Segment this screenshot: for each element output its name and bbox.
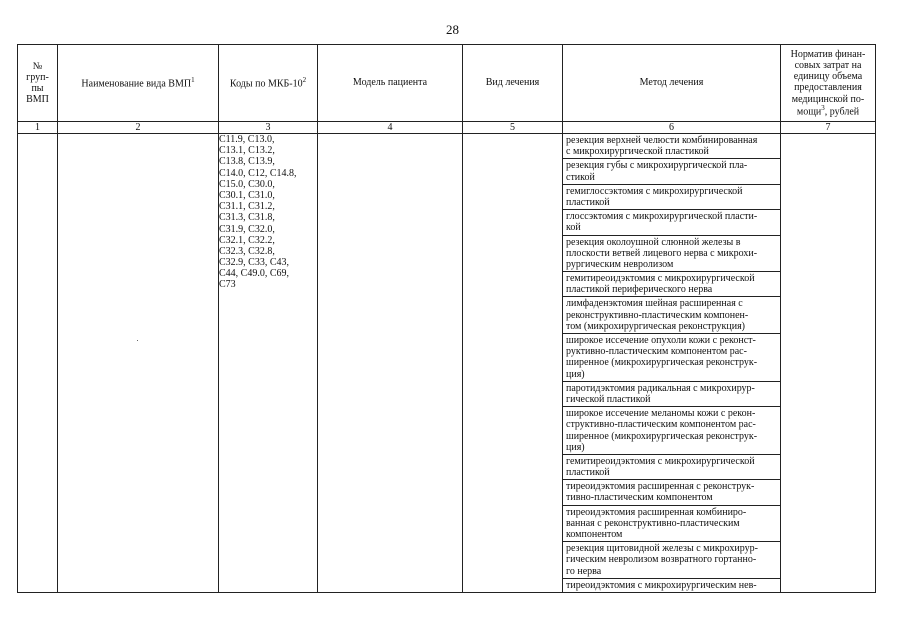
method-item: резекция щитовидной железы с микрохирур- гическим невролизом возвратного гортанно- го нерва <box>563 542 780 579</box>
icd-code-line: C13.8, C13.9, <box>219 156 275 168</box>
icd-code-line: C31.9, C32.0, <box>219 223 275 235</box>
treatment-type-cell <box>463 134 563 593</box>
column-number: 2 <box>58 122 219 134</box>
method-item: гемитиреоидэктомия с микрохирургической пластикой <box>563 455 780 480</box>
icd-codes-cell <box>219 134 318 593</box>
column-number: 3 <box>219 122 318 134</box>
method-item: широкое иссечение опухоли кожи с реконст- руктивно-пластическим компонентом рас- ширенное (микрохирургическая реконструк- ция) <box>563 334 780 382</box>
header-vmp-name: Наименование вида ВМП$^1$ <box>58 45 219 122</box>
icd-code-line: C15.0, C30.0, <box>219 178 275 190</box>
icd-code-line: C32.1, C32.2, <box>219 234 275 246</box>
page-number: 28 <box>446 22 459 37</box>
vmp-name-cell <box>58 134 219 593</box>
header-treatment-method: Метод лечения <box>563 45 781 122</box>
method-item: паротидэктомия радикальная с микрохирур- гической пластикой <box>563 382 780 407</box>
icd-code-line: C14.0, C12, C14.8, <box>219 167 297 179</box>
vmp-table <box>17 44 876 593</box>
method-item: гемиглоссэктомия с микрохирургической пластикой <box>563 185 780 210</box>
icd-code-line: C44, C49.0, C69, <box>219 268 290 280</box>
treatment-methods-cell <box>563 134 781 593</box>
method-item: глоссэктомия с микрохирургической пласти- кой <box>563 210 780 235</box>
icd-code-line: C32.9, C33, C43, <box>219 257 290 269</box>
column-number: 1 <box>18 122 58 134</box>
method-item: резекция околоушной слюнной железы в плоскости ветвей лицевого нерва с микрохи- рургическим невролизом <box>563 236 780 273</box>
method-item: тиреоидэктомия с микрохирургическим нев- <box>566 579 757 591</box>
method-item: резекция губы с микрохирургической пла- стикой <box>563 159 780 184</box>
column-number: 5 <box>463 122 563 134</box>
icd-code-line: C11.9, C13.0, <box>219 134 275 145</box>
method-item: широкое иссечение меланомы кожи с рекон- структивно-пластическим компонентом рас- ширенное (микрохирургическая реконструк- ция) <box>563 407 780 455</box>
column-number: 4 <box>318 122 463 134</box>
header-icd-codes: Коды по МКБ-$10^2$ <box>219 45 318 122</box>
icd-code-line: C31.3, C31.8, <box>219 212 275 224</box>
cost-standard-cell <box>781 134 876 593</box>
icd-code-line: C31.1, C31.2, <box>219 201 275 213</box>
column-number: 6 <box>563 122 781 134</box>
patient-model-cell <box>318 134 463 593</box>
data-row <box>18 134 876 593</box>
header-patient-model: Модель пациента <box>318 45 463 122</box>
column-number-row <box>18 122 876 134</box>
column-number: 7 <box>781 122 876 134</box>
header-row <box>18 45 876 122</box>
group-number-cell <box>18 134 58 593</box>
header-cost-standard: Норматив финан- совых затрат на единицу объема предоставления медицинской по- мощи$^3$, рублей <box>781 45 876 122</box>
method-item: тиреоидэктомия расширенная с реконструк- тивно-пластическим компонентом <box>563 480 780 505</box>
method-item: тиреоидэктомия расширенная комбиниро- ванная с реконструктивно-пластическим компонентом <box>563 506 780 543</box>
icd-code-line: C30.1, C31.0, <box>219 189 275 201</box>
method-item: лимфаденэктомия шейная расширенная с реконструктивно-пластическим компонен- том (микрохирургическая реконструкция) <box>563 297 780 334</box>
header-treatment-type: Вид лечения <box>463 45 563 122</box>
method-item: резекция верхней челюсти комбинированная с микрохирургической пластикой <box>563 134 780 159</box>
icd-code-line: C73 <box>219 279 236 291</box>
header-group-number: № груп- пы ВМП <box>18 45 58 122</box>
icd-code-line: C32.3, C32.8, <box>219 245 275 257</box>
method-item: гемитиреоидэктомия с микрохирургической пластикой периферического нерва <box>563 272 780 297</box>
icd-code-line: C13.1, C13.2, <box>219 145 275 157</box>
scan-speck <box>137 340 138 341</box>
